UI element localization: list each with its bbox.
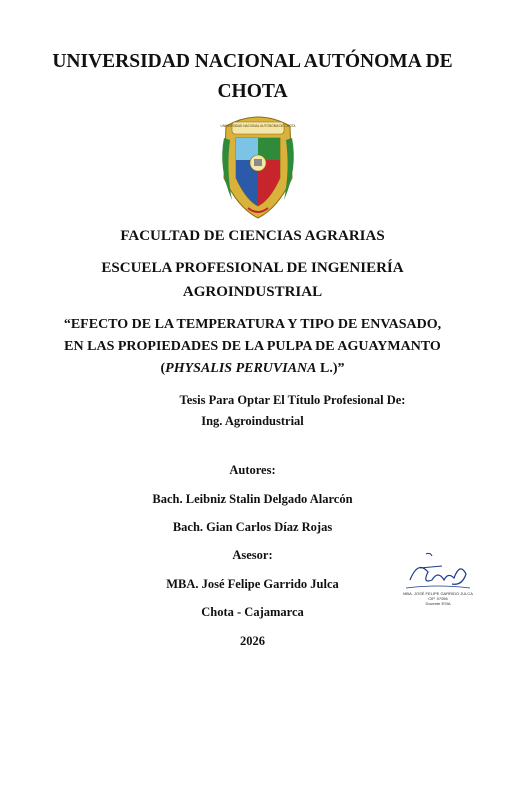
- advisor-name: MBA. José Felipe Garrido Julca: [166, 577, 339, 591]
- degree-line2: Ing. Agroindustrial: [201, 414, 304, 428]
- thesis-title-open: (: [160, 361, 166, 376]
- thesis-title-species: PHYSALIS PERUVIANA: [165, 361, 317, 376]
- faculty-name: FACULTAD DE CIENCIAS AGRARIAS: [120, 228, 385, 244]
- university-name-line2: CHOTA: [217, 81, 288, 102]
- location: Chota - Cajamarca: [201, 605, 304, 619]
- signature-role: Docente ESIA: [425, 601, 451, 606]
- thesis-title-line3: [0, 361, 505, 377]
- school-name-line2: AGROINDUSTRIAL: [182, 284, 323, 300]
- thesis-title-line1: “EFECTO DE LA TEMPERATURA Y TIPO DE ENVASADO,: [63, 317, 442, 332]
- school-name-line1: ESCUELA PROFESIONAL DE INGENIERÍA: [101, 260, 404, 276]
- thesis-title-close: L.)”: [316, 361, 345, 376]
- signature-cip: CIP. 97056: [428, 596, 448, 601]
- university-crest-logo: [218, 108, 298, 220]
- advisor-label: Asesor:: [232, 548, 273, 562]
- author-1: Bach. Leibniz Stalin Delgado Alarcón: [152, 492, 353, 506]
- university-name-line1: UNIVERSIDAD NACIONAL AUTÓNOMA DE: [52, 51, 453, 72]
- crest-banner-text: UNIVERSIDAD NACIONAL AUTÓNOMA DE CHOTA: [220, 124, 296, 128]
- degree-line1: Tesis Para Optar El Título Profesional De:: [179, 393, 406, 407]
- thesis-title-line2: EN LAS PROPIEDADES DE LA PULPA DE AGUAYMANTO: [64, 339, 441, 354]
- signature-name: MBA. JOSÉ FELIPE GARRIDO JULCA: [403, 591, 473, 596]
- author-2: Bach. Gian Carlos Díaz Rojas: [172, 520, 333, 534]
- year: 2026: [240, 634, 265, 648]
- authors-label: Autores:: [229, 463, 276, 477]
